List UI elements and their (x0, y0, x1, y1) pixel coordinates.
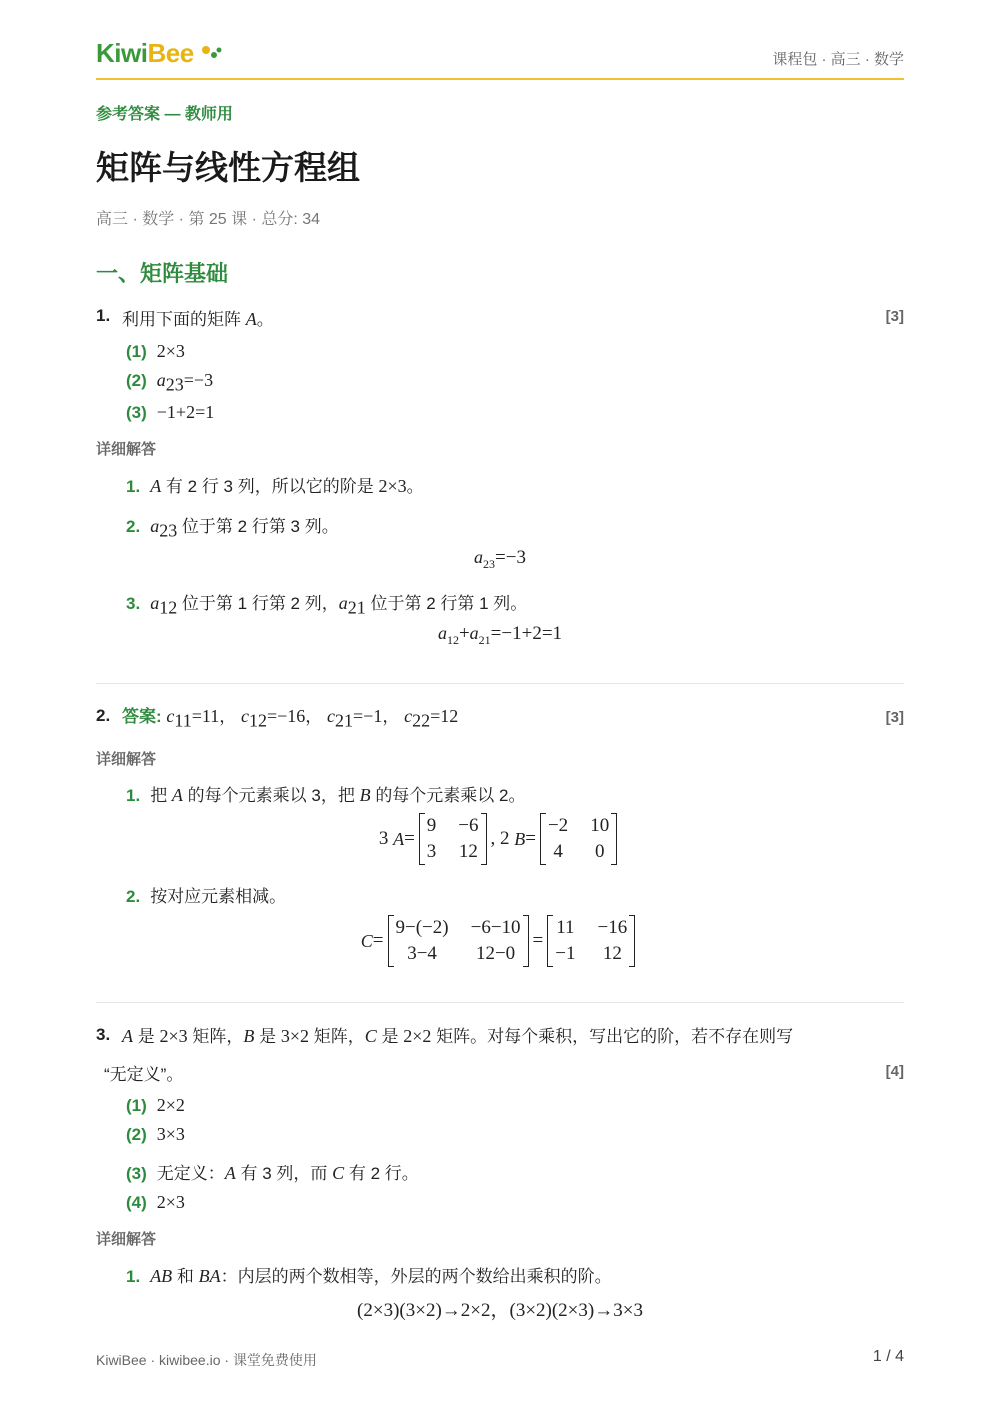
solution-step: 2. 按对应元素相减。 (126, 887, 287, 906)
divider (96, 683, 904, 684)
matrix-c-expression: 9−(−2) −6−10 3−4 12−0 (388, 915, 529, 967)
solution-step: 1. AB 和 BA：内层的两个数相等，外层的两个数给出乘积的阶。 (126, 1266, 612, 1286)
matrix-3a: 9 −6 3 12 (419, 813, 487, 865)
marks-badge: [4] (885, 1063, 904, 1080)
question-text: A 是 2×3 矩阵，B 是 3×2 矩阵，C 是 2×2 矩阵。对每个乘积，写出它的阶，若不存在则写 (122, 1026, 794, 1046)
matrix-c-result: 11 −16 −1 12 (547, 915, 635, 967)
equation: $a_{12}+a_{21}=-1+2=1$ (437, 623, 563, 647)
breadcrumb: 课程包 · 高三 · 数学 (772, 51, 904, 68)
solution-step: 1. 把 A 的每个元素乘以 3，把 B 的每个元素乘以 2。 (126, 785, 526, 805)
marks-badge: [3] (885, 709, 904, 726)
answer-part: (1) 2×2 (126, 1095, 185, 1115)
equation: $a_{23}=-3$ (474, 547, 526, 571)
worksheet-page (96, 0, 904, 1413)
detail-label: 详细解答 (96, 751, 157, 768)
detail-label: 详细解答 (96, 1231, 157, 1248)
question-number: 3. (96, 1025, 111, 1044)
answer-part: (2) $a_{23}=-3$ (126, 370, 214, 395)
answer-key-label: 参考答案 — 教师用 (96, 106, 233, 123)
footer-credit: KiwiBee · kiwibee.io · 课堂免费使用 (96, 1352, 317, 1368)
divider (96, 1002, 904, 1003)
answer-part: (4) 2×3 (126, 1192, 185, 1212)
answer-part: (3) −1+2=1 (126, 402, 215, 422)
answer-part: (1) 2×3 (126, 341, 185, 361)
section-heading: 一、矩阵基础 (96, 261, 229, 286)
solution-step: 2. $a_{23}$ 位于第 2 行第 3 列。 (126, 516, 339, 541)
question-number: 2. (96, 706, 111, 725)
equation: (2×3)(3×2)→2×2，(3×2)(2×3)→3×3 (357, 1300, 643, 1321)
answer-part: (3) 无定义：A 有 3 列，而 C 有 2 行。 (126, 1163, 419, 1183)
detail-label: 详细解答 (96, 441, 157, 458)
matrix-2b: −2 10 4 0 (540, 813, 617, 865)
kiwibee-logo: KiwiBee (96, 38, 194, 68)
solution-step: 1. A 有 2 行 3 列，所以它的阶是 2×3。 (126, 476, 424, 496)
bee-dots-icon (200, 44, 224, 60)
solution-step: 3. $a_{12}$ 位于第 1 行第 2 列，$a_{21}$ 位于第 2 行第 1 列。 (126, 593, 528, 618)
matrix-equation: C = 9−(−2) −6−10 3−4 12−0 = 11 −16 −1 12 (96, 914, 904, 968)
matrix-equation: 3 A = 9 −6 3 12 , 2 B = −2 10 4 0 (96, 814, 904, 864)
question-text: 利用下面的矩阵 A。 (122, 309, 274, 329)
lesson-meta: 高三 · 数学 · 第 25 课 · 总分: 34 (96, 211, 321, 228)
page-number: 1 / 4 (872, 1348, 904, 1365)
page-title: 矩阵与线性方程组 (96, 149, 360, 186)
answer-part: (2) 3×3 (126, 1124, 185, 1144)
question-text-cont: “无定义”。 (104, 1065, 184, 1084)
question-answer: 答案: $c_{11}=11$， $c_{12}=-16$， $c_{21}=-1$， $c_{22}=12$ (122, 706, 459, 731)
page-header (96, 36, 904, 80)
question-number: 1. (96, 306, 111, 325)
marks-badge: [3] (885, 308, 904, 325)
